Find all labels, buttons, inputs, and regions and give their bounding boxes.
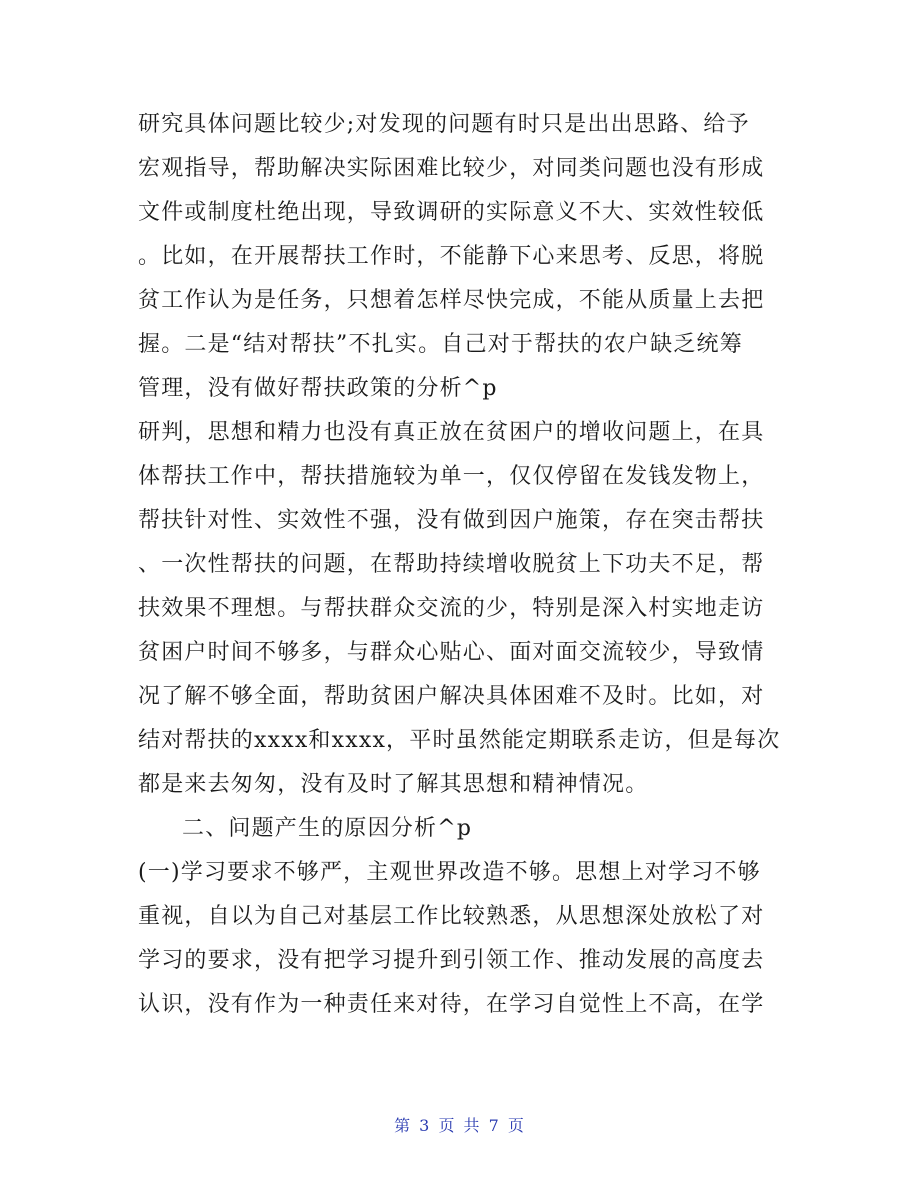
text-line: 况了解不够全面，帮助贫困户解决具体困难不及时。比如，对 — [138, 684, 765, 709]
text-line: 贫工作认为是任务，只想着怎样尽快完成，不能从质量上去把 — [138, 288, 765, 313]
text-line: 学习的要求，没有把学习提升到引领工作、推动发展的高度去 — [138, 948, 765, 973]
text-line: 、一次性帮扶的问题，在帮助持续增收脱贫上下功夫不足，帮 — [138, 552, 765, 577]
text-line: 体帮扶工作中，帮扶措施较为单一，仅仅停留在发钱发物上， — [138, 464, 765, 489]
text-line: 扶效果不理想。与帮扶群众交流的少，特别是深入村实地走访 — [138, 596, 765, 621]
text-line: 宏观指导，帮助解决实际困难比较少，对同类问题也没有形成 — [138, 156, 765, 181]
text-line: 研究具体问题比较少;对发现的问题有时只是出出思路、给予 — [138, 112, 750, 137]
text-line: 文件或制度杜绝出现，导致调研的实际意义不大、实效性较低 — [138, 200, 765, 225]
text-line: 重视，自以为自己对基层工作比较熟悉，从思想深处放松了对 — [138, 904, 765, 929]
text-line: 帮扶针对性、实效性不强，没有做到因户施策，存在突击帮扶 — [138, 508, 765, 533]
text-line: 管理，没有做好帮扶政策的分析^p — [138, 376, 498, 401]
text-line: 认识，没有作为一种责任来对待，在学习自觉性上不高，在学 — [138, 992, 765, 1017]
text-line: (一)学习要求不够严，主观世界改造不够。思想上对学习不够 — [138, 860, 761, 885]
section-heading: 二、问题产生的原因分析^p — [182, 816, 473, 841]
text-line: 贫困户时间不够多，与群众心贴心、面对面交流较少，导致情 — [138, 640, 765, 665]
text-line: 握。二是“结对帮扶”不扎实。自己对于帮扶的农户缺乏统筹 — [138, 332, 743, 357]
text-line: 结对帮扶的xxxx和xxxx，平时虽然能定期联系走访，但是每次 — [138, 728, 781, 753]
text-line: 研判，思想和精力也没有真正放在贫困户的增收问题上，在具 — [138, 420, 765, 445]
text-line: 。比如，在开展帮扶工作时，不能静下心来思考、反思，将脱 — [138, 244, 765, 269]
page-number-footer: 第 3 页 共 7 页 — [394, 1116, 526, 1135]
body-text — [138, 103, 788, 1027]
text-line: 都是来去匆匆，没有及时了解其思想和精神情况。 — [138, 772, 649, 797]
